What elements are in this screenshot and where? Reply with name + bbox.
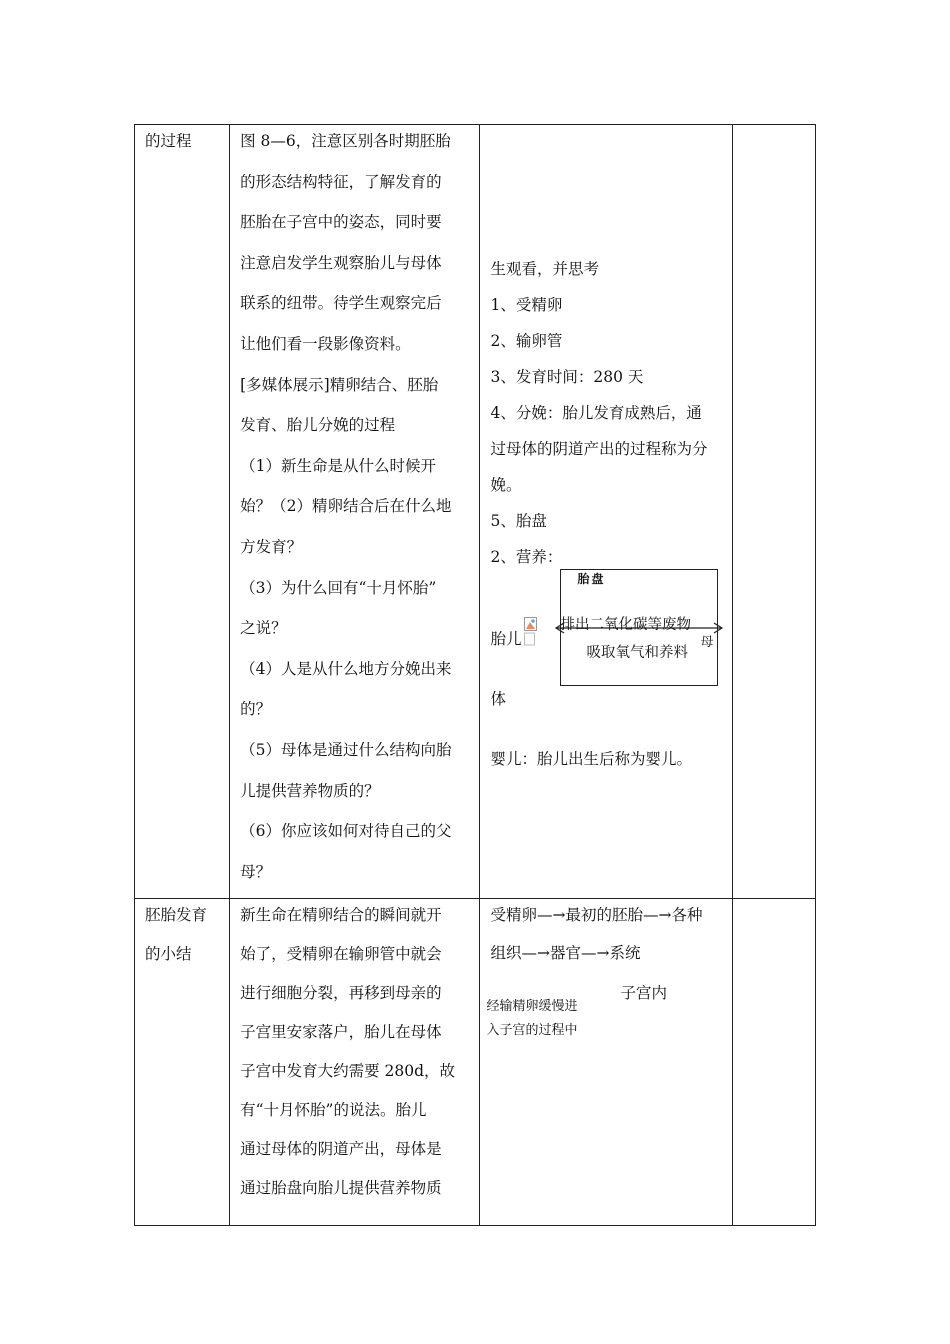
text-line: 的？ (240, 700, 272, 719)
text-line: 5、胎盘 (490, 512, 547, 530)
body-label: 体 (490, 690, 506, 708)
flow-line-2 (490, 939, 640, 967)
stage-cell (135, 899, 230, 1226)
text-line: 的形态结构特征，了解发育的 (240, 172, 442, 191)
placenta-title: 胎盘 (577, 572, 606, 586)
text-line: 3、发育时间：280 天 (490, 368, 644, 386)
text-line: 图 8—6，注意区别各时期胚胎 (240, 132, 451, 150)
teacher-activity-cell (230, 899, 480, 1226)
flow-arrow: —→ (643, 906, 672, 925)
text-line: 注意启发学生观察胎儿与母体 (240, 253, 442, 272)
development-flow-cell (480, 899, 732, 1226)
text-line: （3）为什么回有“十月怀胎” (240, 578, 437, 597)
summary-text (230, 899, 479, 1213)
flow-zygote: 受精卵 (490, 906, 537, 925)
flow-arrow: —→ (521, 944, 550, 963)
text-line: 通过母体的阴道产出，母体是 (240, 1140, 442, 1159)
text-line: 有“十月怀胎”的说法。胎儿 (240, 1101, 427, 1120)
text-line: （6）你应该如何对待自己的父 (240, 822, 452, 841)
flow-early-embryo: 最初的胚胎 (565, 906, 644, 925)
text-line: 子宫中发育大约需要 280d，故 (240, 1062, 456, 1081)
text-line: （5）母体是通过什么结构向胎 (240, 740, 452, 759)
placenta-diagram (550, 569, 712, 687)
table-row (135, 899, 816, 1226)
stage-label (135, 899, 229, 979)
flow-arrow: —→ (537, 906, 566, 925)
notes-cell (732, 125, 815, 899)
text-line: （1）新生命是从什么时候开 (240, 456, 436, 475)
flow-various: 各种 (671, 906, 703, 925)
text-line: 子宫里安家落户，胎儿在母体 (240, 1023, 442, 1042)
text-line: 2、营养： (490, 548, 563, 566)
flow-organ: 器官 (550, 944, 582, 963)
text-line: 新生命在精卵结合的瞬间就开 (240, 906, 442, 925)
infant-definition: 婴儿：胎儿出生后称为婴儿。 (490, 750, 692, 768)
text-line: 2、输卵管 (490, 332, 563, 350)
teacher-activity-text (230, 125, 479, 898)
fetus-label: 胎儿 (490, 630, 522, 648)
text-line: 之说？ (240, 619, 287, 638)
text-line: 方发育？ (240, 537, 303, 556)
text-line: 始？（2）精卵结合后在什么地 (240, 497, 452, 516)
table-row (135, 125, 816, 899)
text-line: 胚胎在子宫中的姿态，同时要 (240, 213, 442, 232)
oviduct-note-1: 经输精卵缓慢进 (486, 999, 578, 1015)
text-line: 始了，受精卵在输卵管中就会 (240, 945, 442, 964)
text-line: 4、分娩：胎儿发育成熟后，通 (490, 404, 702, 422)
text-line: 发育、胎儿分娩的过程 (240, 416, 396, 435)
text-line: 1、受精卵 (490, 296, 563, 314)
text-line: 娩。 (490, 476, 522, 494)
flow-tissue: 组织 (490, 944, 522, 963)
student-activity-text (490, 255, 707, 579)
text-line: 生观看，并思考 (490, 260, 599, 278)
text-line: 胚胎发育 (145, 906, 208, 925)
oviduct-note-2: 入子宫的过程中 (486, 1023, 578, 1039)
notes-cell (732, 899, 815, 1226)
student-activity-cell (480, 125, 732, 899)
stage-label: 的过程 (145, 132, 192, 150)
text-line: [多媒体展示]精卵结合、胚胎 (240, 375, 439, 394)
stage-cell (135, 125, 230, 899)
text-line: 让他们看一段影像资料。 (240, 334, 411, 353)
teacher-activity-cell (230, 125, 480, 899)
lesson-table (134, 124, 816, 1226)
text-line: 过母体的阴道产出的过程称为分 (490, 440, 708, 458)
flow-system: 系统 (609, 944, 641, 963)
text-line: 的小结 (145, 945, 192, 964)
uterus-note: 子宫内 (620, 984, 667, 1003)
text-line: 进行细胞分裂，再移到母亲的 (240, 984, 442, 1003)
nutrients-in-label: 吸取氧气和养料 (586, 645, 688, 661)
waste-out-label: 排出二氧化碳等废物 (560, 617, 691, 633)
mother-label: 母 (700, 635, 714, 650)
text-line: 母？ (240, 862, 272, 881)
text-line: 儿提供营养物质的？ (240, 781, 380, 800)
text-line: 联系的纽带。待学生观察完后 (240, 294, 442, 313)
text-line: 通过胎盘向胎儿提供营养物质 (240, 1179, 442, 1198)
flow-line-1 (490, 901, 702, 929)
image-placeholder-icon (524, 617, 538, 647)
flow-arrow: —→ (581, 944, 610, 963)
text-line: （4）人是从什么地方分娩出来 (240, 659, 452, 678)
